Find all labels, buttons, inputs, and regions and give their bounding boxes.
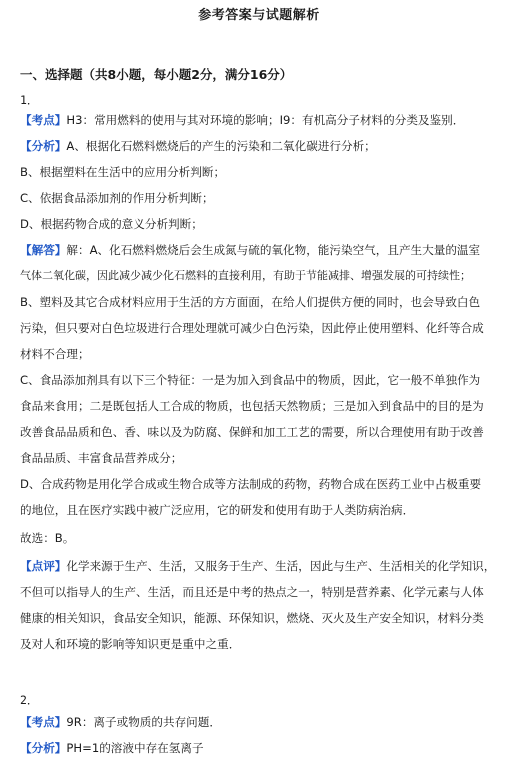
- q1-jieda-4: 污染，但只要对白色垃圾进行合理处理就可减少白色污染，因此停止使用塑料、化纤等合成: [20, 321, 484, 335]
- q1-jieda-11: 的地位，且在医疗实践中被广泛应用，它的研发和使用有助于人类防病治病．: [20, 503, 415, 517]
- q1-fenxi-c: C、依据食品添加剂的作用分析判断；: [20, 191, 214, 205]
- fenxi-text-2: PH=1的溶液中存在氢离子: [66, 741, 204, 755]
- q1-dianping-1: [20, 556, 504, 576]
- q2-fenxi: [20, 738, 504, 758]
- dianping-1-text: 化学来源于生产、生活，又服务于生产、生活，因此与生产、生活相关的化学知识，: [66, 559, 496, 573]
- q1-fenxi-a: [20, 136, 504, 156]
- fenxi-a-text: A、根据化石燃料燃烧后的产生的污染和二氧化碳进行分析；: [66, 139, 376, 153]
- jieda-1-text: 解：A、化石燃料燃烧后会生成氮与硫的氧化物，能污染空气，且产生大量的温室: [66, 243, 481, 257]
- kaodian-tag: 【考点】: [20, 113, 67, 127]
- q1-jieda-9: 食品品质、丰富食品营养成分；: [20, 451, 183, 465]
- page-title: 参考答案与试题解析: [198, 8, 320, 23]
- section-heading: 一、选择题（共8小题，每小题2分，满分16分）: [20, 67, 293, 82]
- q1-kaodian: [20, 110, 504, 130]
- q1-jieda-10: D、合成药物是用化学合成或生物合成等方法制成的药物，药物合成在医药工业中占极重要: [20, 477, 482, 491]
- fenxi-tag-2: 【分析】: [20, 741, 67, 755]
- q1-jieda-8: 改善食品品质和色、香、味以及为防腐、保鲜和加工工艺的需要，所以合理使用有助于改善: [20, 425, 484, 439]
- q1-answer: 故选：B。: [20, 531, 75, 545]
- q1-jieda-1: [20, 240, 504, 260]
- fenxi-tag: 【分析】: [20, 139, 67, 153]
- q1-dianping-2: 不但可以指导人的生产、生活，而且还是中考的热点之一，特别是营养素、化学元素与人体: [20, 585, 484, 599]
- q1-dianping-4: 及对人和环境的影响等知识更是重中之重．: [20, 637, 241, 651]
- q1-jieda-3: B、塑料及其它合成材料应用于生活的方方面面，在给人们提供方便的同时，也会导致白色: [20, 295, 481, 309]
- kaodian-text: H3：常用燃料的使用与其对环境的影响；I9：有机高分子材料的分类及鉴别．: [66, 113, 465, 127]
- q1-jieda-7: 食品来食用；二是既包括人工合成的物质，也包括天然物质；三是加入到食品中的目的是为: [20, 399, 484, 413]
- q1-jieda-5: 材料不合理；: [20, 347, 90, 361]
- jieda-tag: 【解答】: [20, 243, 67, 257]
- kaodian-text-2: 9R：离子或物质的共存问题．: [66, 715, 221, 729]
- q1-jieda-6: C、食品添加剂具有以下三个特征：一是为加入到食品中的物质，因此，它一般不单独作为: [20, 373, 481, 387]
- question-number-1: 1．: [20, 93, 39, 107]
- q2-kaodian: [20, 712, 504, 732]
- question-number-2: 2．: [20, 693, 39, 707]
- q1-jieda-2: 气体二氧化碳，因此减少减少化石燃料的直接利用，有助于节能减排、增强发展的可持续性；: [20, 269, 471, 282]
- kaodian-tag-2: 【考点】: [20, 715, 67, 729]
- q1-fenxi-d: D、根据药物合成的意义分析判断；: [20, 217, 203, 231]
- q1-fenxi-b: B、根据塑料在生活中的应用分析判断；: [20, 165, 226, 179]
- q1-dianping-3: 健康的相关知识，食品安全知识，能源、环保知识，燃烧、灭火及生产安全知识，材料分类: [20, 611, 484, 625]
- dianping-tag: 【点评】: [20, 559, 67, 573]
